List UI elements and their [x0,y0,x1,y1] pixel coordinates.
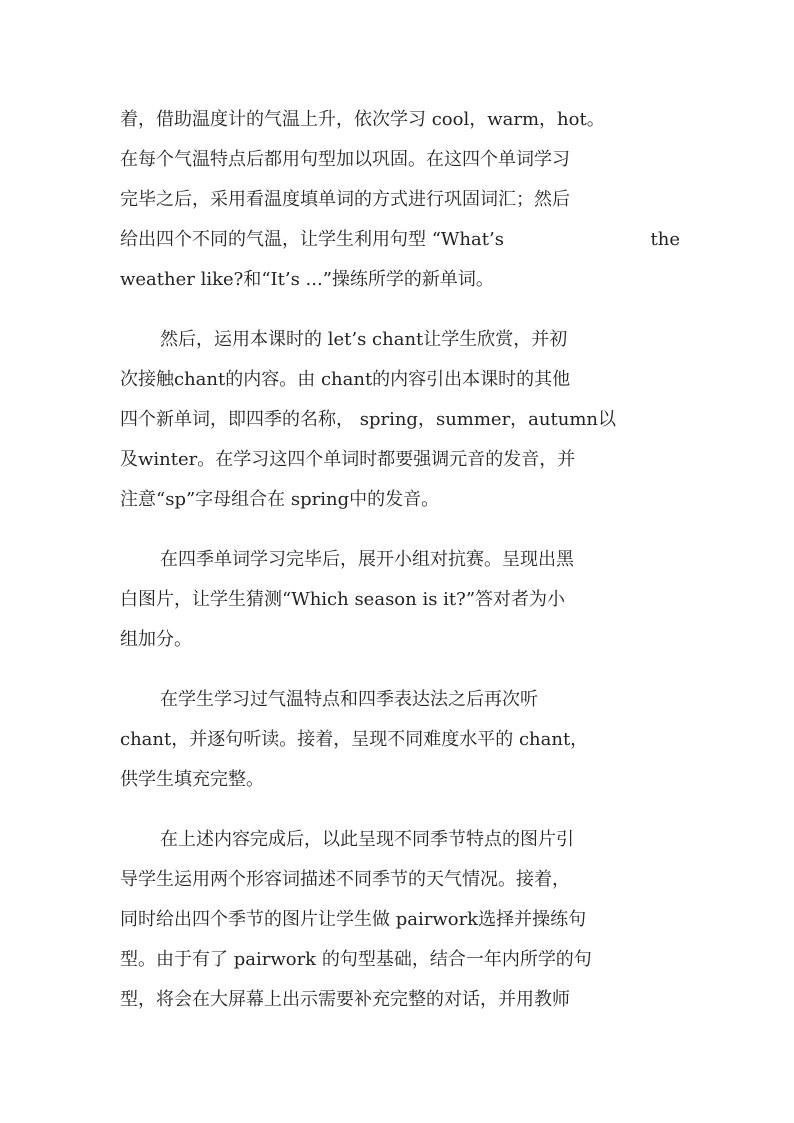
text-line: 完毕之后，采用看温度填单词的方式进行巩固词汇；然后 [120,189,570,210]
document-body [120,100,680,1020]
paragraph-gap [120,660,680,680]
text-line: 组加分。 [120,629,192,650]
text-line: 四个新单词，即四季的名称， spring，summer，autumn以 [120,409,616,430]
text-line: 在上述内容完成后，以此呈现不同季节特点的图片引 [160,829,574,850]
text-line: 在四季单词学习完毕后，展开小组对抗赛。呈现出黑 [160,549,574,570]
text-line-part: the [650,229,680,250]
text-line: 导学生运用两个形容词描述不同季节的天气情况。接着， [120,869,570,890]
paragraph-gap [120,300,680,320]
text-line: 型。由于有了 pairwork 的句型基础，结合一年内所学的句 [120,949,592,970]
text-line: 然后，运用本课时的 let’s chant让学生欣赏，并初 [160,329,568,350]
text-line: 次接触chant的内容。由 chant的内容引出本课时的其他 [120,369,571,390]
text-line-part: 给出四个不同的气温，让学生利用句型 “What’s [120,229,504,250]
text-line: chant，并逐句听读。接着，呈现不同难度水平的 chant， [120,729,589,750]
paragraph-gap [120,520,680,540]
text-line: 白图片，让学生猜测“Which season is it?”答对者为小 [120,589,566,610]
text-line: 注意“sp”字母组合在 spring中的发音。 [120,489,440,510]
text-line [120,220,680,260]
text-line: weather like?和“It’s ...”操练所学的新单词。 [120,269,494,290]
text-line: 在学生学习过气温特点和四季表达法之后再次听 [160,689,538,710]
text-line: 在每个气温特点后都用句型加以巩固。在这四个单词学习 [120,149,570,170]
text-line: 及winter。在学习这四个单词时都要强调元音的发音，并 [120,449,576,470]
text-line: 着，借助温度计的气温上升，依次学习 cool，warm，hot。 [120,109,605,130]
paragraph-gap [120,800,680,820]
text-line: 同时给出四个季节的图片让学生做 pairwork选择并操练句 [120,909,587,930]
text-line: 型，将会在大屏幕上出示需要补充完整的对话，并用教师 [120,989,570,1010]
text-line: 供学生填充完整。 [120,769,264,790]
